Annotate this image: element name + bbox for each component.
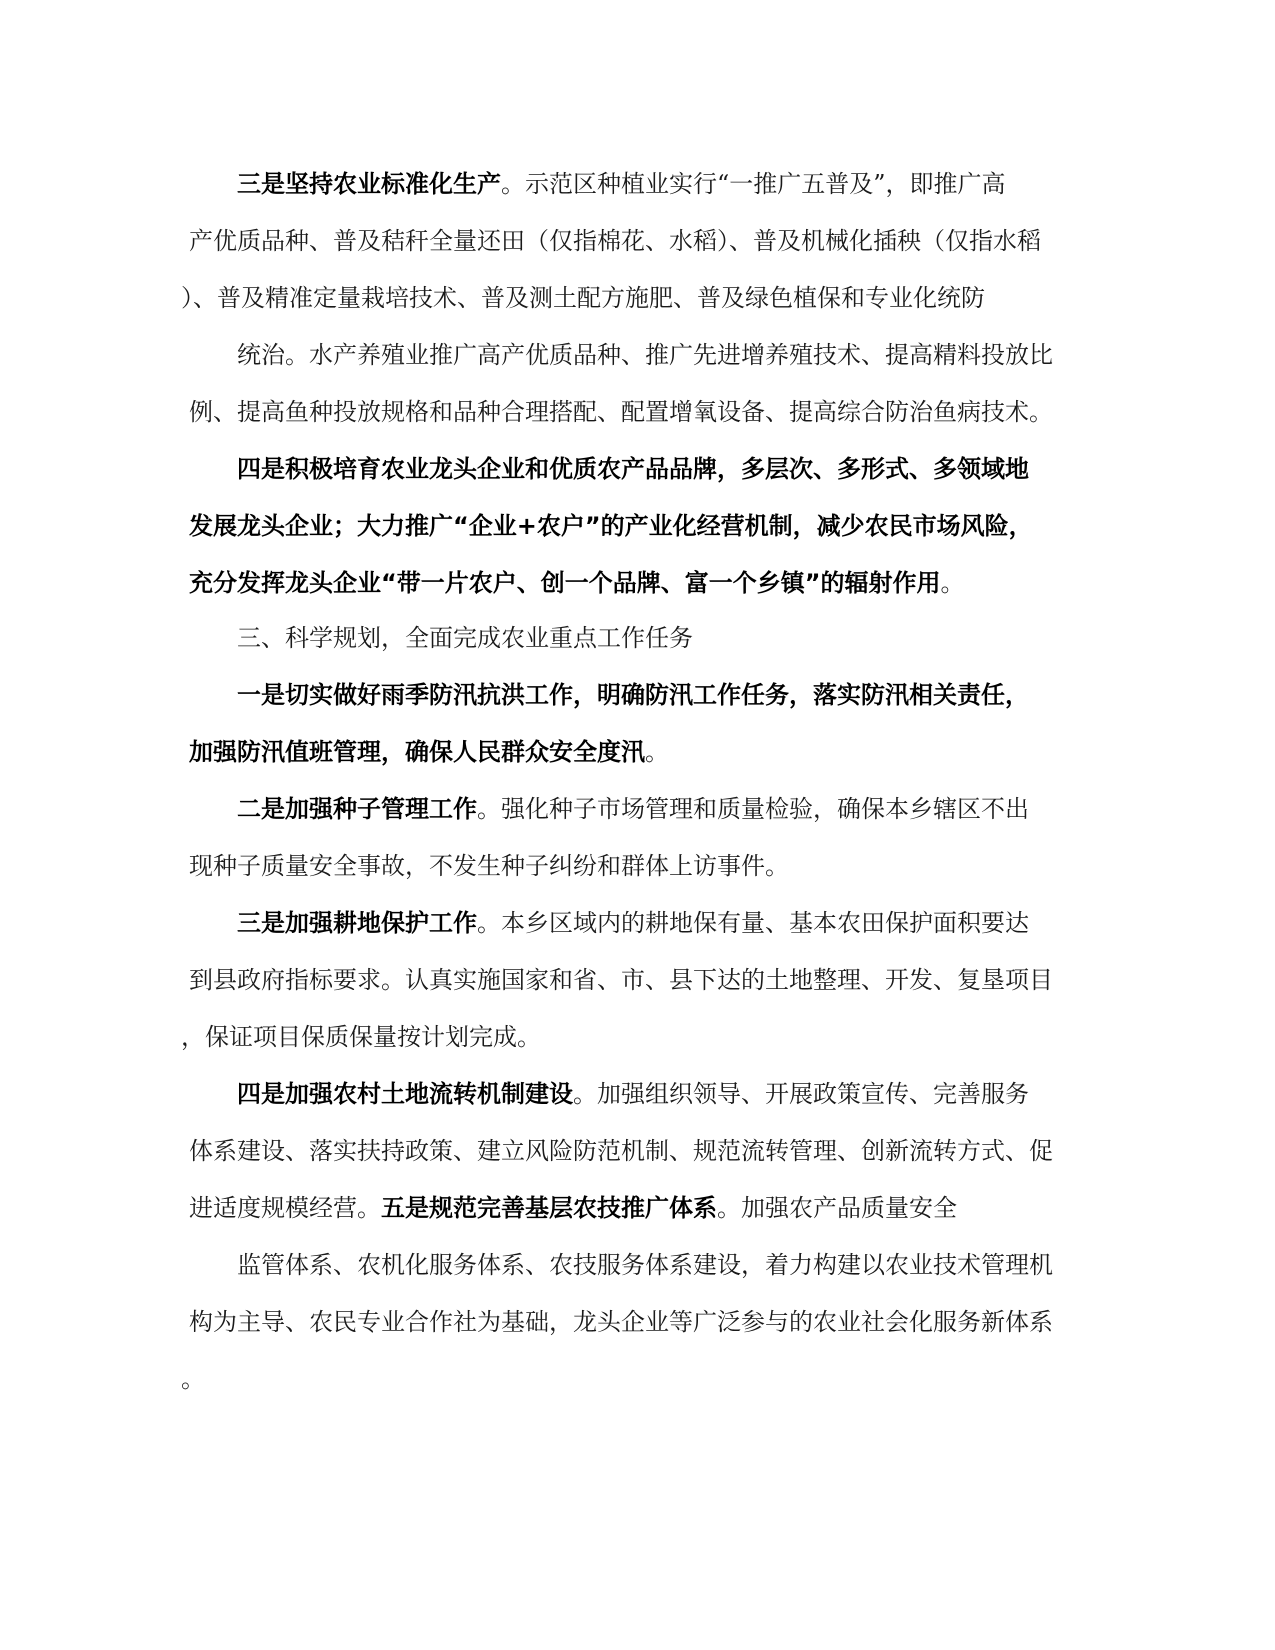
section-heading: 三、科学规划，全面完成农业重点工作任务 bbox=[237, 624, 693, 652]
p8-line-1: 监管体系、农机化服务体系、农技服务体系建设，着力构建以农业技术管理机 bbox=[237, 1251, 1053, 1279]
p4-line-2-text: 加强防汛值班管理，确保人民群众安全度汛 bbox=[189, 738, 645, 766]
p3-line-3-text: 充分发挥龙头企业“带一片农户、创一个品牌、富一个乡镇”的辐射作用 bbox=[189, 569, 941, 597]
p7-line-3 bbox=[189, 1192, 957, 1224]
p2-line-1: 统治。水产养殖业推广高产优质品种、推广先进增养殖技术、提高精料投放比 bbox=[237, 341, 1053, 369]
p8-line-3: 。 bbox=[181, 1365, 205, 1393]
p7-line-1-text: 。加强组织领导、开展政策宣传、完善服务 bbox=[573, 1080, 1029, 1108]
p3-line-1: 四是积极培育农业龙头企业和优质农产品品牌，多层次、多形式、多领域地 bbox=[237, 455, 1029, 483]
p4-line-2 bbox=[189, 736, 669, 768]
p1-bold-lead: 三是坚持农业标准化生产 bbox=[237, 170, 501, 198]
p4-line-1: 一是切实做好雨季防汛抗洪工作，明确防汛工作任务，落实防汛相关责任， bbox=[237, 681, 1029, 709]
p7-bold-lead: 四是加强农村土地流转机制建设 bbox=[237, 1080, 573, 1108]
p1-line-3: ）、普及精准定量栽培技术、普及测土配方施肥、普及绿色植保和专业化统防 bbox=[181, 284, 985, 312]
p3-line-3 bbox=[189, 567, 965, 599]
p7-line-1 bbox=[237, 1078, 1029, 1110]
p1-line-1 bbox=[237, 168, 1006, 200]
p7-line-3-text-b: 。加强农产品质量安全 bbox=[717, 1194, 957, 1222]
p6-line-1-text: 。本乡区域内的耕地保有量、基本农田保护面积要达 bbox=[477, 909, 1029, 937]
p1-line-2: 产优质品种、普及秸秆全量还田（仅指棉花、水稻）、普及机械化插秧（仅指水稻 bbox=[189, 227, 1041, 255]
p3-line-3-end: 。 bbox=[940, 569, 965, 597]
p6-line-3: ，保证项目保质保量按计划完成。 bbox=[181, 1023, 541, 1051]
p7-line-3-bold: 五是规范完善基层农技推广体系 bbox=[381, 1194, 717, 1222]
p2-line-2: 例、提高鱼种投放规格和品种合理搭配、配置增氧设备、提高综合防治鱼病技术。 bbox=[189, 398, 1053, 426]
p8-line-2: 构为主导、农民专业合作社为基础，龙头企业等广泛参与的农业社会化服务新体系 bbox=[189, 1308, 1053, 1336]
p6-line-1 bbox=[237, 907, 1029, 939]
p5-line-1-text: 。强化种子市场管理和质量检验，确保本乡辖区不出 bbox=[477, 795, 1029, 823]
p5-line-1 bbox=[237, 793, 1029, 825]
p6-bold-lead: 三是加强耕地保护工作 bbox=[237, 909, 477, 937]
p6-line-2: 到县政府指标要求。认真实施国家和省、市、县下达的土地整理、开发、复垦项目 bbox=[189, 966, 1053, 994]
p3-line-2: 发展龙头企业；大力推广“企业+农户”的产业化经营机制，减少农民市场风险， bbox=[189, 512, 1033, 540]
p5-line-2: 现种子质量安全事故，不发生种子纠纷和群体上访事件。 bbox=[189, 852, 789, 880]
p1-line-1-text: 。示范区种植业实行“一推广五普及”，即推广高 bbox=[501, 170, 1006, 198]
p5-bold-lead: 二是加强种子管理工作 bbox=[237, 795, 477, 823]
p4-line-2-end: 。 bbox=[645, 738, 669, 766]
p7-line-3-text-a: 进适度规模经营。 bbox=[189, 1194, 381, 1222]
p7-line-2: 体系建设、落实扶持政策、建立风险防范机制、规范流转管理、创新流转方式、促 bbox=[189, 1137, 1053, 1165]
